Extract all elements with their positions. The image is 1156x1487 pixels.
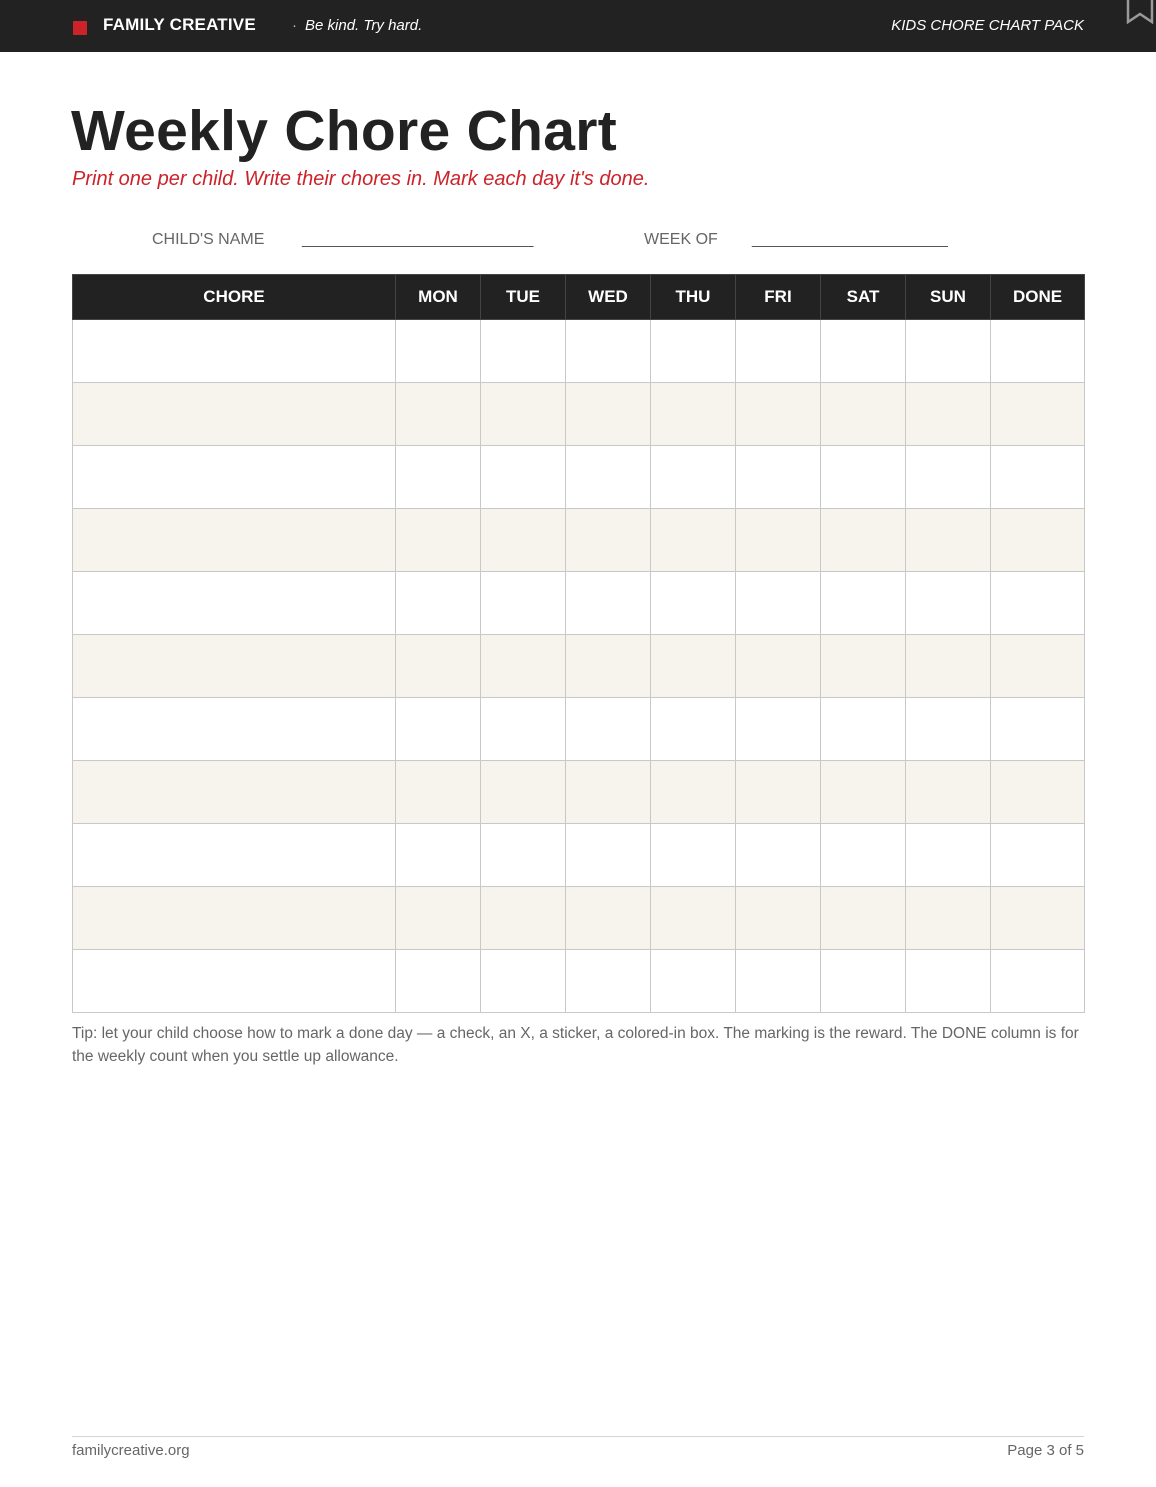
cell-fri (736, 824, 821, 887)
cell-fri (736, 635, 821, 698)
table-row (73, 320, 1085, 383)
cell-sun (906, 950, 991, 1013)
cell-tue (481, 509, 566, 572)
cell-mon (396, 761, 481, 824)
table-row (73, 446, 1085, 509)
cell-sat (821, 383, 906, 446)
cell-sat (821, 824, 906, 887)
child-name-label: CHILD'S NAME (152, 231, 265, 248)
cell-wed (566, 572, 651, 635)
cell-fri (736, 572, 821, 635)
cell-done (991, 887, 1085, 950)
cell-sun (906, 572, 991, 635)
cell-fri (736, 887, 821, 950)
cell-wed (566, 950, 651, 1013)
cell-chore (73, 383, 396, 446)
page-subtitle: Print one per child. Write their chores in. Mark each day it's done. (72, 168, 650, 190)
table-header-row (73, 275, 1085, 320)
cell-fri (736, 509, 821, 572)
cell-mon (396, 509, 481, 572)
cell-wed (566, 383, 651, 446)
cell-sun (906, 887, 991, 950)
cell-chore (73, 824, 396, 887)
cell-thu (651, 509, 736, 572)
cell-wed (566, 887, 651, 950)
cell-chore (73, 509, 396, 572)
cell-thu (651, 761, 736, 824)
cell-done (991, 383, 1085, 446)
cell-sun (906, 383, 991, 446)
table-body (73, 320, 1085, 1013)
cell-mon (396, 635, 481, 698)
cell-tue (481, 887, 566, 950)
cell-sat (821, 635, 906, 698)
cell-sat (821, 509, 906, 572)
cell-tue (481, 383, 566, 446)
cell-tue (481, 635, 566, 698)
tagline (292, 17, 422, 34)
table-row (73, 509, 1085, 572)
cell-mon (396, 446, 481, 509)
cell-wed (566, 509, 651, 572)
cell-thu (651, 635, 736, 698)
cell-sun (906, 698, 991, 761)
week-of-blank: ______________________ (752, 231, 948, 248)
cell-tue (481, 446, 566, 509)
header-bar (0, 0, 1156, 52)
cell-mon (396, 320, 481, 383)
column-header-thu: THU (651, 275, 736, 320)
cell-done (991, 698, 1085, 761)
column-header-sat: SAT (821, 275, 906, 320)
cell-tue (481, 572, 566, 635)
table-row (73, 950, 1085, 1013)
cell-wed (566, 761, 651, 824)
cell-sun (906, 761, 991, 824)
cell-sat (821, 887, 906, 950)
cell-sat (821, 950, 906, 1013)
cell-tue (481, 698, 566, 761)
child-name-blank: __________________________ (302, 231, 534, 248)
cell-thu (651, 824, 736, 887)
cell-chore (73, 950, 396, 1013)
cell-tue (481, 824, 566, 887)
tagline-separator: · (292, 17, 297, 34)
column-header-wed: WED (566, 275, 651, 320)
cell-sat (821, 698, 906, 761)
week-of-label: WEEK OF (644, 231, 718, 248)
cell-sun (906, 509, 991, 572)
cell-sun (906, 824, 991, 887)
page-title: Weekly Chore Chart (71, 99, 618, 163)
column-header-chore: CHORE (73, 275, 396, 320)
brand-name: FAMILY CREATIVE (103, 15, 256, 34)
cell-chore (73, 446, 396, 509)
cell-thu (651, 887, 736, 950)
pack-name: KIDS CHORE CHART PACK (891, 17, 1084, 34)
cell-mon (396, 698, 481, 761)
cell-done (991, 635, 1085, 698)
cell-sun (906, 635, 991, 698)
table-row (73, 383, 1085, 446)
cell-done (991, 761, 1085, 824)
column-header-tue: TUE (481, 275, 566, 320)
tagline-text: Be kind. Try hard. (305, 17, 423, 34)
cell-sun (906, 320, 991, 383)
cell-wed (566, 635, 651, 698)
cell-thu (651, 698, 736, 761)
tip-text: Tip: let your child choose how to mark a done day — a check, an X, a sticker, a colored-in box. The marking is the reward. The DONE column is for the weekly count when you settle up allowance. (72, 1025, 1079, 1065)
brand-square-icon (73, 21, 87, 35)
cell-mon (396, 383, 481, 446)
cell-sun (906, 446, 991, 509)
cell-done (991, 824, 1085, 887)
cell-chore (73, 635, 396, 698)
footer-page-number: Page 3 of 5 (1007, 1442, 1084, 1459)
cell-done (991, 950, 1085, 1013)
cell-fri (736, 950, 821, 1013)
cell-tue (481, 950, 566, 1013)
bookmark-icon[interactable] (1125, 0, 1155, 24)
cell-chore (73, 572, 396, 635)
column-header-sun: SUN (906, 275, 991, 320)
cell-fri (736, 698, 821, 761)
cell-mon (396, 824, 481, 887)
table-row (73, 572, 1085, 635)
cell-done (991, 320, 1085, 383)
cell-wed (566, 320, 651, 383)
cell-done (991, 446, 1085, 509)
footer-site: familycreative.org (72, 1442, 190, 1459)
cell-sat (821, 320, 906, 383)
cell-chore (73, 698, 396, 761)
footer-divider (72, 1436, 1084, 1437)
chore-table (72, 274, 1085, 1013)
cell-chore (73, 761, 396, 824)
cell-fri (736, 761, 821, 824)
cell-done (991, 509, 1085, 572)
cell-sat (821, 572, 906, 635)
cell-fri (736, 446, 821, 509)
cell-thu (651, 446, 736, 509)
cell-mon (396, 887, 481, 950)
cell-wed (566, 698, 651, 761)
cell-sat (821, 446, 906, 509)
cell-chore (73, 887, 396, 950)
cell-fri (736, 383, 821, 446)
cell-sat (821, 761, 906, 824)
cell-tue (481, 320, 566, 383)
cell-chore (73, 320, 396, 383)
table-row (73, 824, 1085, 887)
cell-thu (651, 572, 736, 635)
cell-tue (481, 761, 566, 824)
cell-done (991, 572, 1085, 635)
column-header-fri: FRI (736, 275, 821, 320)
table-row (73, 887, 1085, 950)
column-header-mon: MON (396, 275, 481, 320)
table-row (73, 698, 1085, 761)
table-row (73, 761, 1085, 824)
cell-thu (651, 383, 736, 446)
cell-thu (651, 320, 736, 383)
column-header-done: DONE (991, 275, 1085, 320)
cell-wed (566, 446, 651, 509)
table-row (73, 635, 1085, 698)
cell-wed (566, 824, 651, 887)
cell-thu (651, 950, 736, 1013)
cell-mon (396, 572, 481, 635)
cell-fri (736, 320, 821, 383)
cell-mon (396, 950, 481, 1013)
